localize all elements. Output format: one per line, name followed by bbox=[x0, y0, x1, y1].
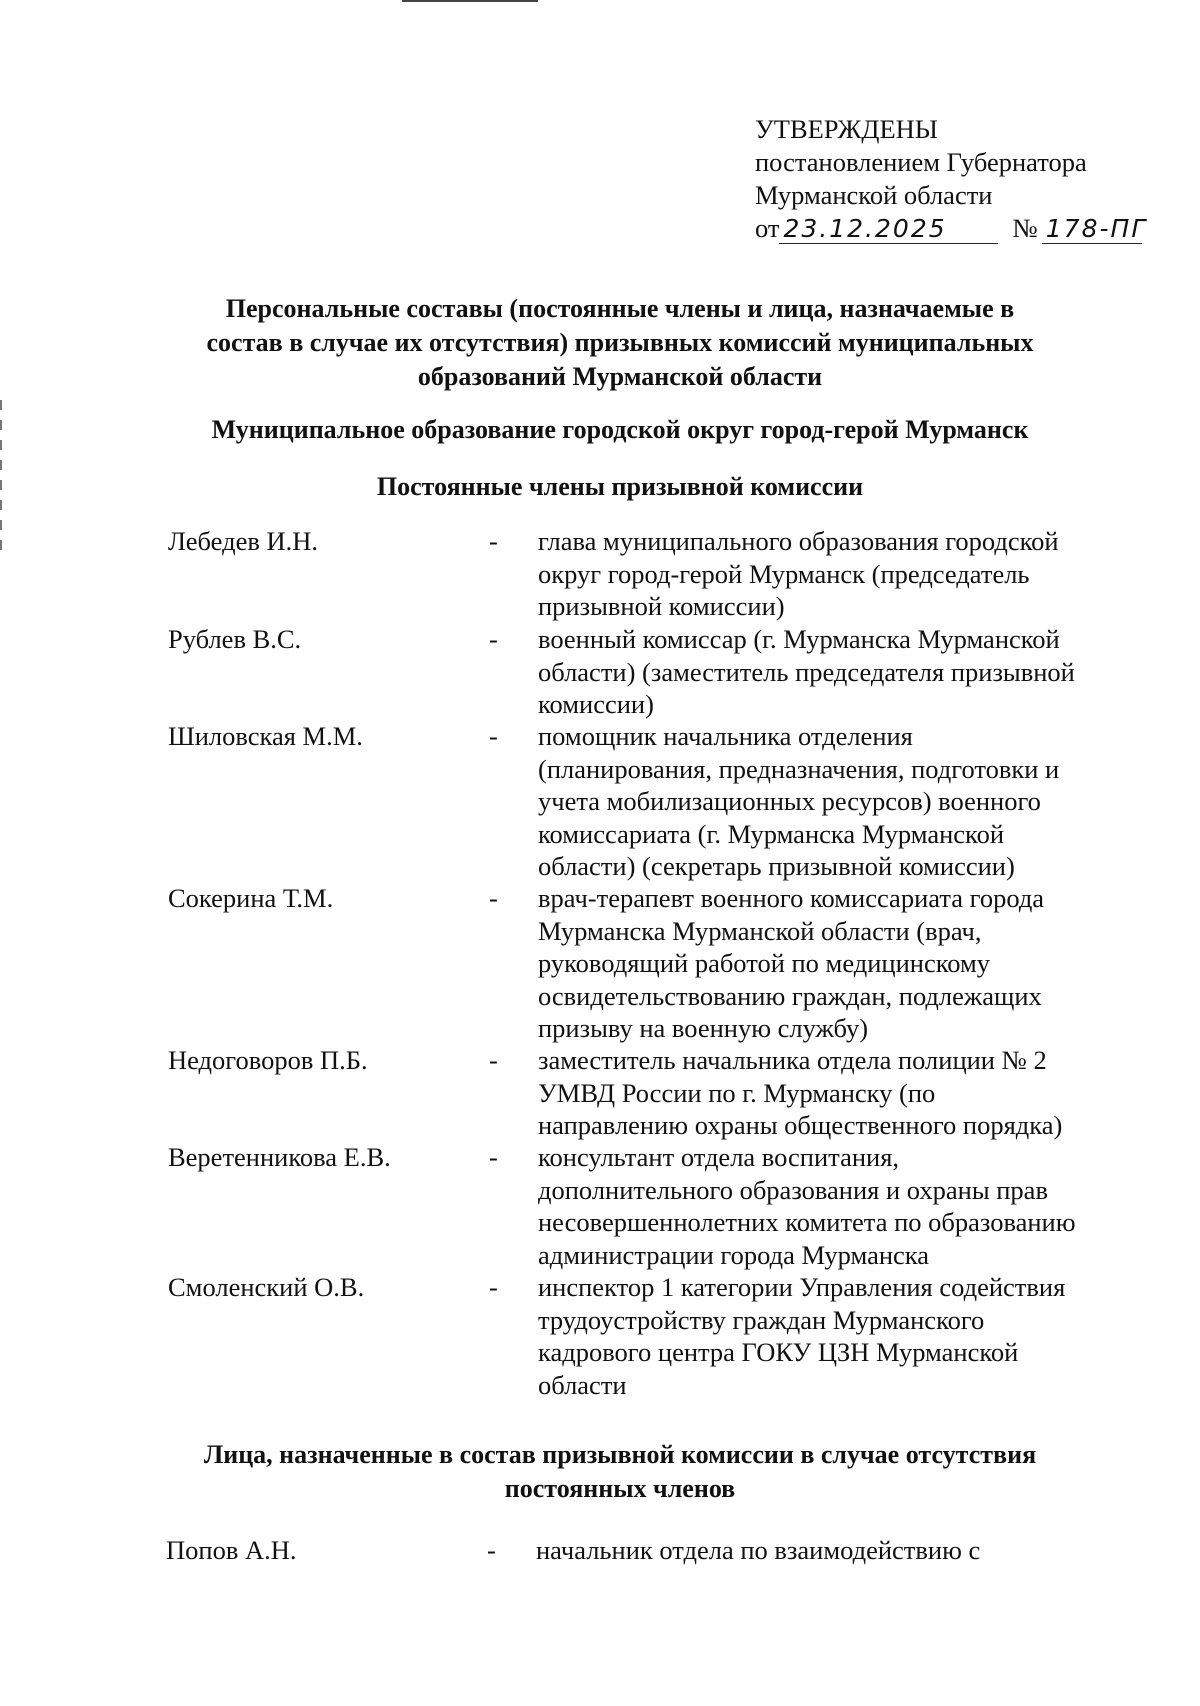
position-line: глава муниципального образования городской bbox=[538, 526, 1059, 556]
handwritten-date: 23.12.2025 bbox=[779, 215, 998, 244]
position-line: призыву на военную службу) bbox=[538, 1013, 869, 1043]
position-line: инспектор 1 категории Управления содействия bbox=[538, 1272, 1066, 1302]
member-position bbox=[538, 882, 1128, 1045]
position-line: военный комиссар (г. Мурманска Мурманской bbox=[538, 624, 1060, 654]
position-line: руководящий работой по медицинскому bbox=[538, 948, 991, 978]
date-prefix: от bbox=[755, 213, 780, 243]
position-line: администрации города Мурманска bbox=[538, 1239, 930, 1270]
member-name: Шиловская М.М. bbox=[168, 721, 363, 751]
approval-line-2: постановлением Губернатора bbox=[755, 147, 1087, 177]
member-name: Смоленский О.В. bbox=[168, 1272, 365, 1302]
member-dash: - bbox=[489, 1272, 498, 1302]
handwritten-number: 178-ПГ bbox=[1042, 215, 1142, 244]
position-line: начальник отдела по взаимодействию с bbox=[536, 1535, 981, 1565]
position-line: освидетельствованию граждан, подлежащих bbox=[538, 980, 1042, 1011]
permanent-members-heading: Постоянные члены призывной комиссии bbox=[376, 472, 864, 501]
member-position bbox=[538, 1141, 1128, 1271]
member-dash: - bbox=[487, 1535, 496, 1565]
title-line-2: состав в случае их отсутствия) призывных комиссий муниципальных bbox=[206, 328, 1034, 357]
position-line: помощник начальника отделения bbox=[538, 721, 913, 751]
member-dash: - bbox=[489, 1045, 498, 1075]
substitute-members-heading bbox=[150, 1438, 1090, 1506]
position-line: области) (заместитель председателя призывной bbox=[538, 656, 1075, 687]
position-line: заместитель начальника отдела полиции № 2 bbox=[538, 1045, 1047, 1075]
document-title bbox=[150, 292, 1090, 394]
member-dash: - bbox=[489, 526, 498, 556]
member-position bbox=[538, 1044, 1128, 1142]
position-line: учета мобилизационных ресурсов) военного bbox=[538, 786, 1041, 816]
member-dash: - bbox=[489, 883, 498, 913]
scan-artifact-top bbox=[402, 0, 538, 2]
position-line: Мурманска Мурманской области (врач, bbox=[538, 915, 982, 946]
member-position bbox=[538, 1271, 1128, 1401]
approval-title: УТВЕРЖДЕНЫ bbox=[755, 114, 938, 144]
position-line: комиссии) bbox=[538, 689, 654, 719]
position-line: консультант отдела воспитания, bbox=[538, 1142, 900, 1172]
municipality-heading: Муниципальное образование городской округ город-герой Мурманск bbox=[211, 415, 1029, 444]
member-name: Недоговоров П.Б. bbox=[168, 1045, 368, 1075]
position-line: несовершеннолетних комитета по образованию bbox=[538, 1207, 1076, 1237]
title-line-3: образований Мурманской области bbox=[417, 362, 823, 391]
position-line: (планирования, предназначения, подготовки и bbox=[538, 753, 1060, 784]
member-dash: - bbox=[489, 721, 498, 751]
approval-line-3: Мурманской области bbox=[755, 180, 993, 210]
member-name: Сокерина Т.М. bbox=[168, 883, 334, 913]
member-name: Рублев В.С. bbox=[168, 624, 302, 654]
member-dash: - bbox=[489, 1142, 498, 1172]
position-line: области bbox=[538, 1369, 627, 1400]
title-line-1: Персональные составы (постоянные члены и лица, назначаемые в bbox=[225, 294, 1015, 323]
approval-date-row bbox=[755, 212, 1148, 245]
position-line: кадрового центра ГОКУ ЦЗН Мурманской bbox=[538, 1337, 1019, 1367]
position-line: врач-терапевт военного комиссариата города bbox=[538, 883, 1045, 913]
position-line: УМВД России по г. Мурманску (по bbox=[538, 1077, 936, 1108]
member-name: Попов А.Н. bbox=[166, 1535, 297, 1565]
approval-stamp bbox=[755, 113, 1148, 245]
position-line: комиссариата (г. Мурманска Мурманской bbox=[538, 818, 1005, 849]
position-line: трудоустройству граждан Мурманского bbox=[538, 1304, 985, 1335]
member-position bbox=[536, 1534, 1126, 1567]
position-line: направлению охраны общественного порядка) bbox=[538, 1110, 1063, 1140]
position-line: округ город-герой Мурманск (председатель bbox=[538, 558, 1030, 589]
member-name: Лебедев И.Н. bbox=[168, 526, 319, 556]
member-name: Веретенникова Е.В. bbox=[168, 1142, 391, 1172]
position-line: дополнительного образования и охраны прав bbox=[538, 1174, 1048, 1205]
substitute-heading-line-1: Лица, назначенные в состав призывной комиссии в случае отсутствия bbox=[203, 1440, 1037, 1469]
member-position bbox=[538, 525, 1128, 623]
position-line: области) (секретарь призывной комиссии) bbox=[538, 851, 1015, 881]
position-line: призывной комиссии) bbox=[538, 591, 785, 621]
number-sign: № bbox=[1012, 213, 1038, 243]
scan-artifact-left bbox=[0, 400, 2, 550]
substitute-heading-line-2: постоянных членов bbox=[504, 1474, 736, 1503]
member-dash: - bbox=[489, 624, 498, 654]
member-position bbox=[538, 623, 1128, 721]
member-position bbox=[538, 720, 1128, 883]
